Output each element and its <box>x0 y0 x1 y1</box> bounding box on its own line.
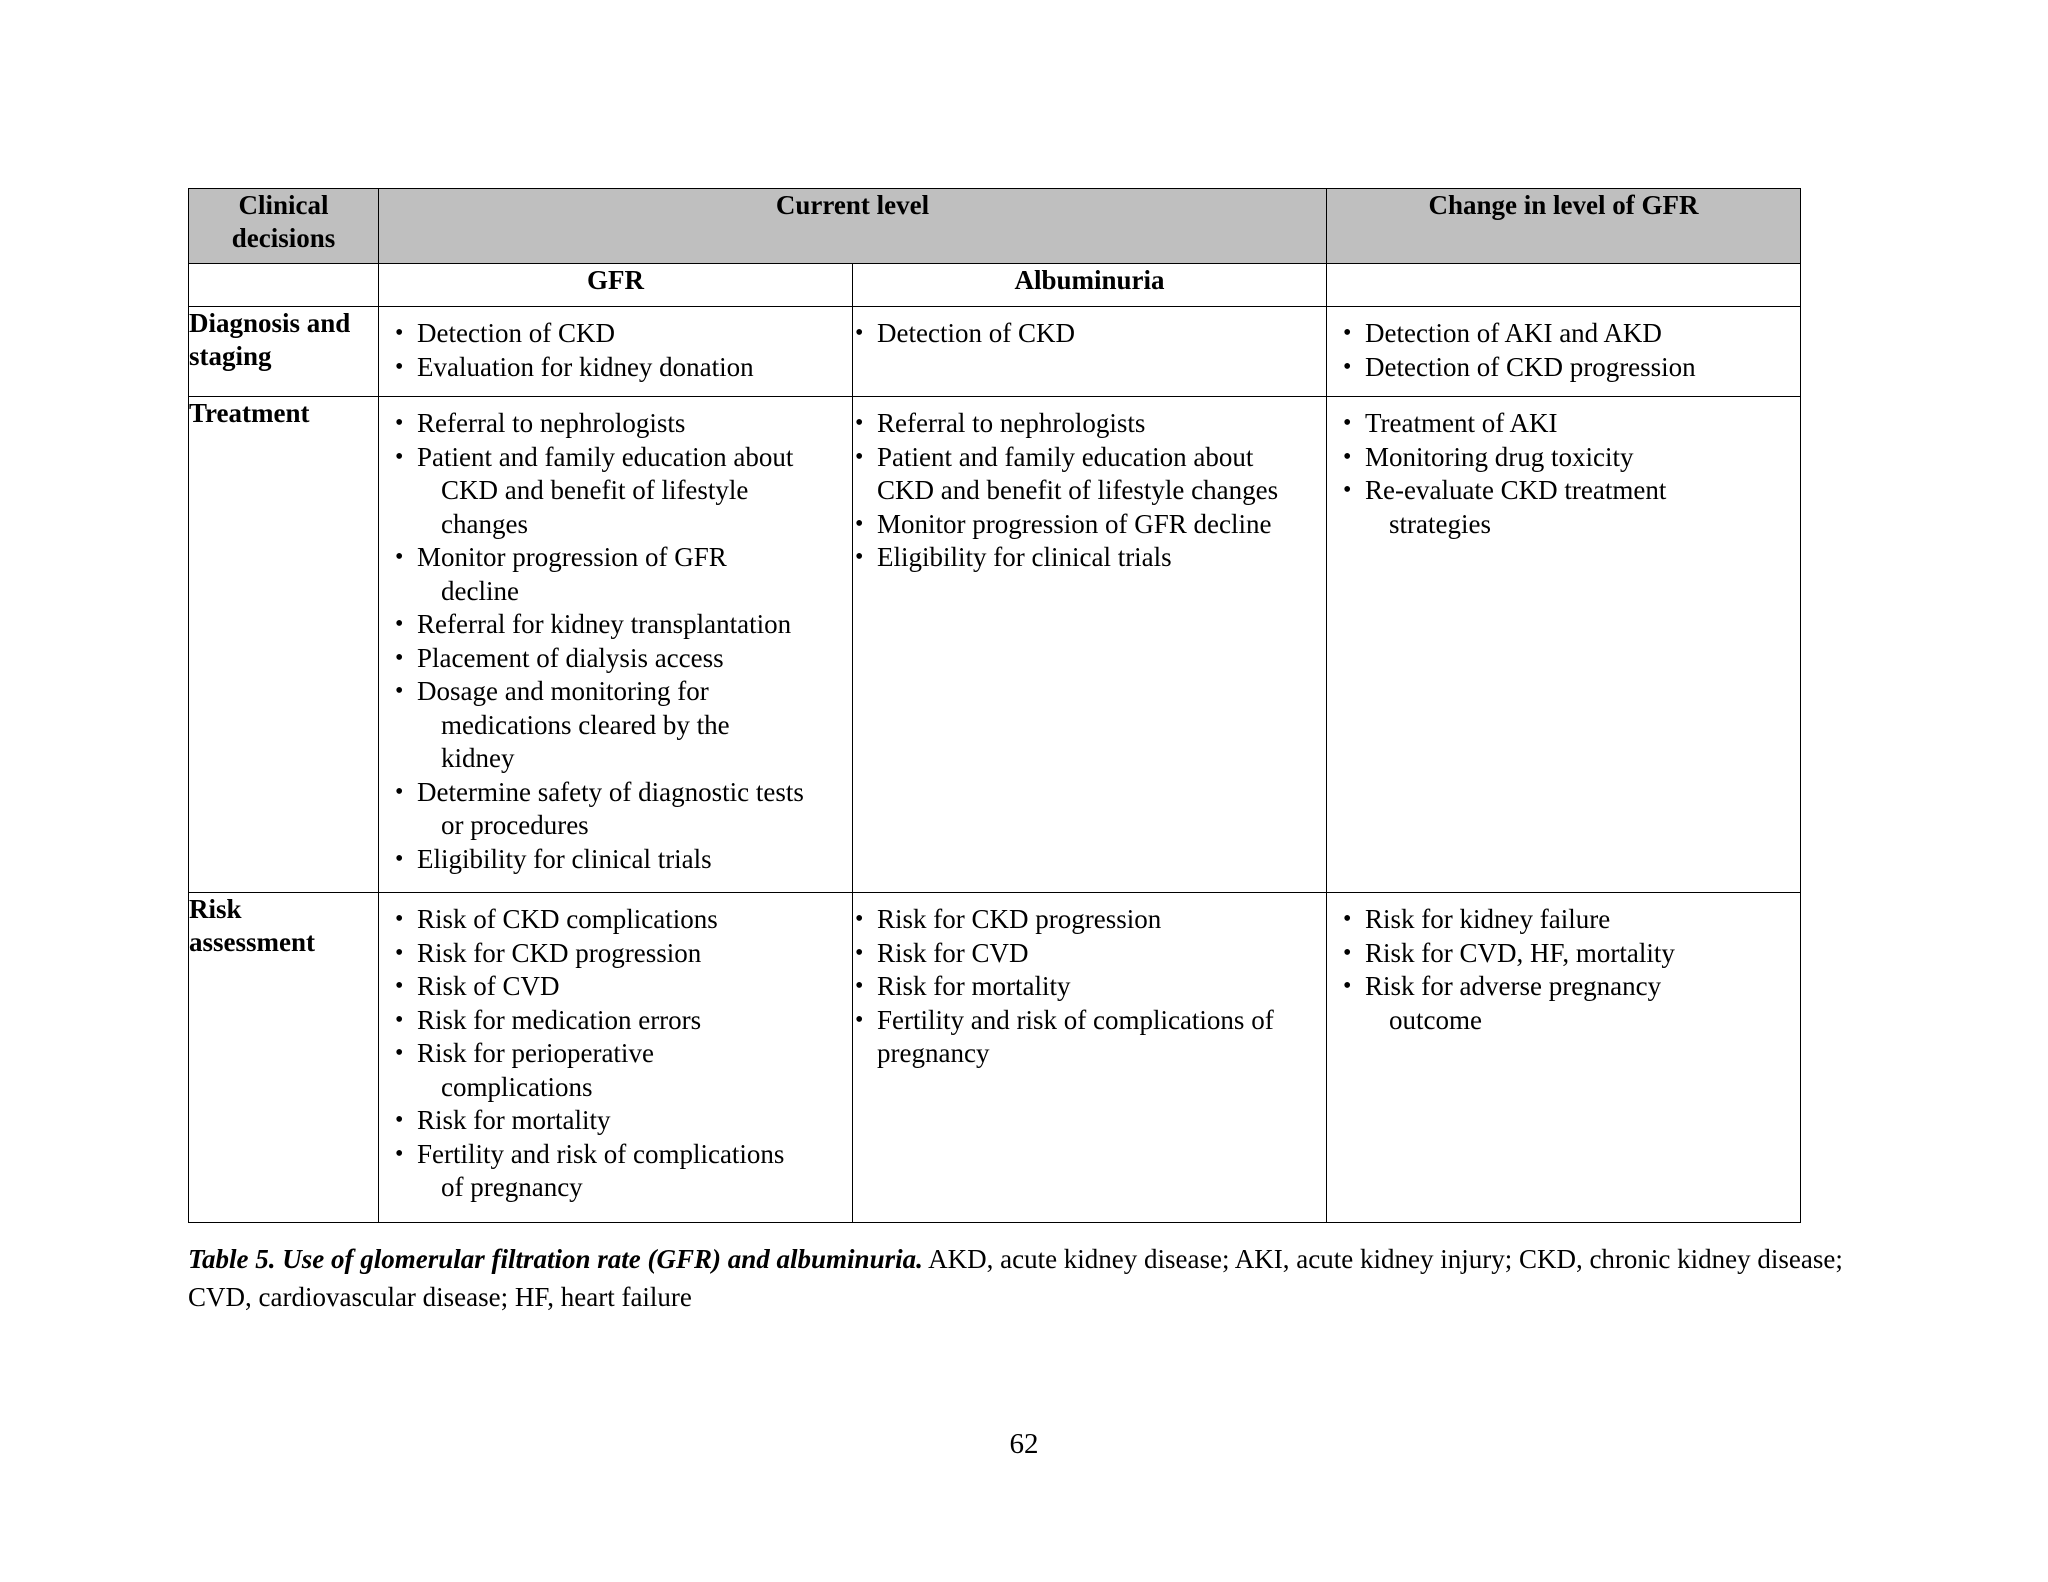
row-label-risk: Risk assessment <box>189 893 379 1223</box>
list-item <box>395 1037 844 1104</box>
list-item <box>395 441 844 542</box>
list-item-text: Determine safety of diagnostic tests <box>417 776 804 807</box>
list-item-continuation: or procedures <box>441 810 589 840</box>
list-item-text: Detection of CKD <box>417 318 615 348</box>
list-item-text: Referral to nephrologists <box>417 408 686 438</box>
table-row <box>189 397 1801 893</box>
list-item-text: Eligibility for clinical trials <box>417 843 712 874</box>
list-item <box>395 903 844 937</box>
list-item-continuation: complications <box>441 1071 593 1102</box>
list-item-text: Eligibility for clinical trials <box>877 542 1172 572</box>
list-item-text: Detection of CKD <box>877 318 1075 348</box>
list-item <box>395 407 844 441</box>
bullet-icon: • <box>395 443 404 470</box>
bullet-icon: • <box>1343 443 1352 470</box>
list-item-text: Risk for CKD progression <box>877 904 1162 934</box>
bullet-list <box>379 893 852 1213</box>
bullet-icon: • <box>1343 410 1352 436</box>
list-item <box>855 903 1318 937</box>
list-item <box>1343 970 1792 1037</box>
list-item <box>395 937 844 971</box>
list-item <box>855 508 1318 542</box>
cell-albuminuria <box>853 397 1327 893</box>
bullet-icon: • <box>1343 973 1352 999</box>
list-item-text: Patient and family education about <box>417 441 794 472</box>
list-item-text: Referral to nephrologists <box>877 408 1146 438</box>
list-item-text: Risk for adverse pregnancy <box>1365 971 1662 1001</box>
bullet-icon: • <box>395 845 404 872</box>
cell-change <box>1327 893 1801 1223</box>
list-item-text: Risk for mortality <box>417 1105 611 1135</box>
bullet-icon: • <box>855 973 864 999</box>
bullet-icon: • <box>855 320 864 346</box>
list-item <box>1343 407 1792 441</box>
list-item <box>1343 441 1792 475</box>
list-item-continuation: kidney <box>441 743 515 773</box>
list-item-text: Risk for CVD <box>877 937 1029 968</box>
header-change-in-gfr: Change in level of GFR <box>1327 189 1801 264</box>
bullet-icon: • <box>1343 906 1352 932</box>
row-label-diagnosis: Diagnosis and staging <box>189 307 379 397</box>
page-number: 62 <box>1009 1428 1039 1460</box>
bullet-icon: • <box>1343 353 1352 380</box>
list-item-text: Detection of CKD progression <box>1365 351 1696 382</box>
table-row <box>189 307 1801 397</box>
list-item <box>395 1004 844 1038</box>
bullet-icon: • <box>1343 477 1352 503</box>
bullet-icon: • <box>395 678 404 704</box>
list-item <box>1343 351 1792 385</box>
bullet-icon: • <box>395 1006 404 1033</box>
bullet-icon: • <box>395 906 404 932</box>
list-item-continuation: decline <box>441 575 519 606</box>
list-item-text: Detection of AKI and AKD <box>1365 318 1662 348</box>
list-item <box>855 441 1318 508</box>
bullet-icon: • <box>395 611 404 637</box>
bullet-icon: • <box>1343 939 1352 966</box>
gfr-albuminuria-table <box>188 188 1801 1223</box>
bullet-icon: • <box>855 510 864 537</box>
list-item <box>395 1138 844 1205</box>
bullet-icon: • <box>395 320 404 346</box>
bullet-icon: • <box>395 410 404 436</box>
list-item-text: Risk for perioperative <box>417 1038 654 1068</box>
cell-gfr <box>379 893 853 1223</box>
list-item-continuation: CKD and benefit of lifestyle changes <box>877 475 1279 505</box>
list-item-text: Risk for CKD progression <box>417 937 702 968</box>
list-item-text: Fertility and risk of complications of <box>877 1004 1274 1035</box>
list-item <box>1343 317 1792 351</box>
list-item <box>395 608 844 642</box>
bullet-icon: • <box>395 353 404 380</box>
list-item-text: Re-evaluate CKD treatment <box>1365 475 1667 505</box>
list-item <box>395 776 844 843</box>
list-item <box>1343 903 1792 937</box>
table-row <box>189 893 1801 1223</box>
list-item <box>395 970 844 1004</box>
list-item-text: Monitor progression of GFR decline <box>877 508 1272 539</box>
list-item-text: Risk for mortality <box>877 971 1071 1001</box>
bullet-list <box>1327 397 1800 549</box>
bullet-icon: • <box>395 644 404 671</box>
subheader-albuminuria: Albuminuria <box>853 264 1327 307</box>
table-header-row <box>189 189 1801 264</box>
list-item <box>395 317 844 351</box>
bullet-list <box>1327 307 1800 392</box>
list-item-text: Patient and family education about <box>877 441 1254 472</box>
table-caption <box>188 1240 1868 1316</box>
list-item <box>395 351 844 385</box>
list-item <box>1343 474 1792 541</box>
bullet-list <box>1327 893 1800 1045</box>
cell-albuminuria <box>853 307 1327 397</box>
caption-text: AKD, acute kidney disease; AKI, acute kidney injury; CKD, chronic kidney disease; CVD, cardiovascular disease; HF, heart failure <box>188 1244 1843 1312</box>
bullet-icon: • <box>855 544 864 570</box>
subheader-empty-2 <box>1327 264 1801 307</box>
header-current-level: Current level <box>379 189 1327 264</box>
list-item-text: Risk for CVD, HF, mortality <box>1365 937 1675 968</box>
list-item-continuation: CKD and benefit of lifestyle <box>441 475 749 505</box>
subheader-empty-1 <box>189 264 379 307</box>
caption-title: Table 5. Use of glomerular filtration rate (GFR) and albuminuria. <box>188 1244 923 1274</box>
bullet-list <box>853 397 1326 583</box>
list-item-continuation: of pregnancy <box>441 1172 583 1202</box>
cell-change <box>1327 307 1801 397</box>
list-item-continuation: medications cleared by the <box>441 709 730 740</box>
list-item <box>855 407 1318 441</box>
list-item <box>395 843 844 877</box>
list-item-text: Risk for medication errors <box>417 1004 702 1035</box>
list-item-text: Treatment of AKI <box>1365 408 1558 438</box>
list-item-text: Monitoring drug toxicity <box>1365 441 1634 472</box>
list-item-continuation: pregnancy <box>877 1038 990 1068</box>
list-item <box>1343 937 1792 971</box>
bullet-icon: • <box>855 906 864 932</box>
list-item-continuation: changes <box>441 508 528 539</box>
row-label-treatment: Treatment <box>189 397 379 893</box>
list-item-continuation: outcome <box>1389 1004 1482 1035</box>
list-item <box>855 970 1318 1004</box>
list-item-text: Placement of dialysis access <box>417 642 724 673</box>
bullet-icon: • <box>855 410 864 436</box>
bullet-list <box>379 397 852 884</box>
list-item <box>855 937 1318 971</box>
bullet-icon: • <box>855 939 864 966</box>
bullet-icon: • <box>1343 320 1352 346</box>
cell-gfr <box>379 397 853 893</box>
bullet-icon: • <box>395 778 404 805</box>
bullet-icon: • <box>395 973 404 999</box>
list-item-text: Risk for kidney failure <box>1365 904 1611 934</box>
list-item-text: Referral for kidney transplantation <box>417 609 792 639</box>
list-item <box>855 541 1318 575</box>
list-item <box>395 675 844 776</box>
cell-albuminuria <box>853 893 1327 1223</box>
bullet-list <box>379 307 852 392</box>
list-item-text: Risk of CKD complications <box>417 904 718 934</box>
list-item <box>395 541 844 608</box>
list-item <box>395 642 844 676</box>
bullet-icon: • <box>395 1140 404 1167</box>
subheader-gfr: GFR <box>379 264 853 307</box>
list-item <box>395 1104 844 1138</box>
list-item-continuation: strategies <box>1389 508 1491 539</box>
list-item-text: Risk of CVD <box>417 971 560 1001</box>
bullet-icon: • <box>395 939 404 966</box>
list-item <box>855 1004 1318 1071</box>
list-item <box>855 317 1318 351</box>
bullet-icon: • <box>395 1040 404 1066</box>
list-item-text: Monitor progression of GFR <box>417 542 727 572</box>
bullet-list <box>853 307 1326 359</box>
header-clinical-decisions: Clinical decisions <box>189 189 379 264</box>
table-subheader-row <box>189 264 1801 307</box>
cell-gfr <box>379 307 853 397</box>
list-item-text: Evaluation for kidney donation <box>417 351 754 382</box>
bullet-icon: • <box>395 1107 404 1133</box>
list-item-text: Dosage and monitoring for <box>417 676 709 706</box>
bullet-list <box>853 893 1326 1079</box>
cell-change <box>1327 397 1801 893</box>
bullet-icon: • <box>395 544 404 570</box>
bullet-icon: • <box>855 443 864 470</box>
bullet-icon: • <box>855 1006 864 1033</box>
list-item-text: Fertility and risk of complications <box>417 1138 785 1169</box>
